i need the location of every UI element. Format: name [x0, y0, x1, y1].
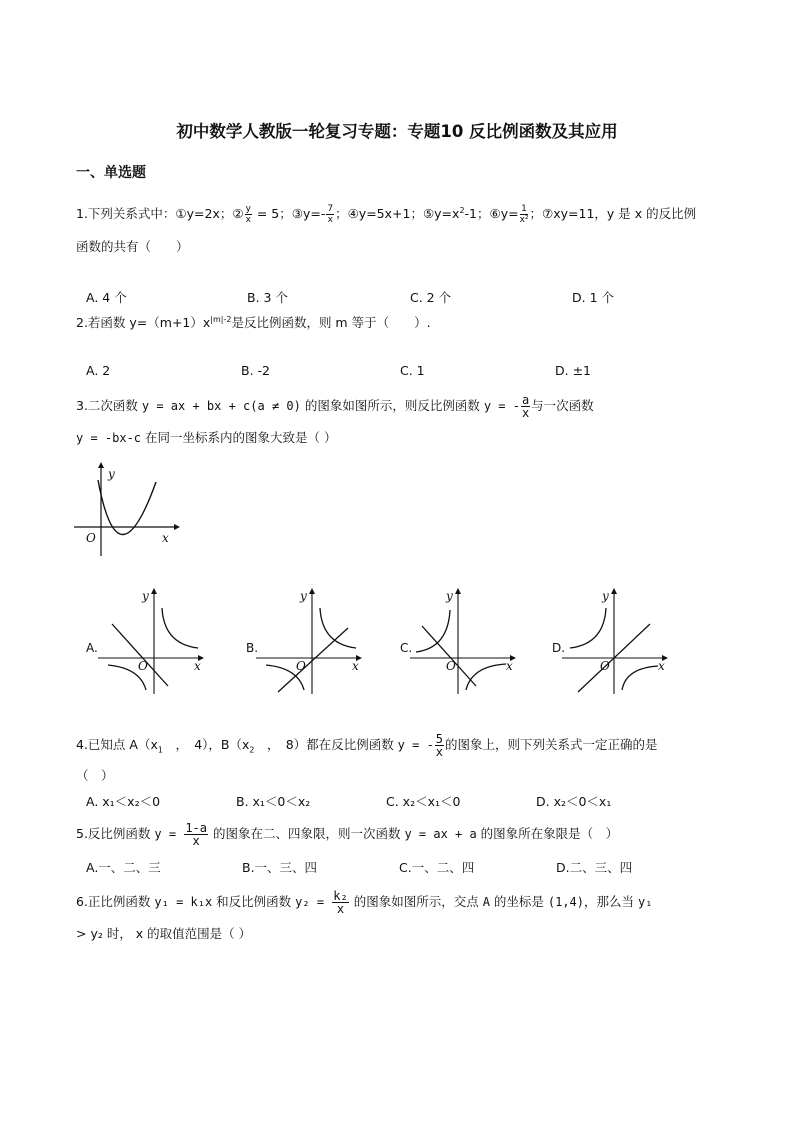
q4-option-a: A. x₁＜x₂＜0: [86, 794, 161, 809]
q4-fraction: $\frac{5}{x}$: [435, 732, 444, 759]
q1-option-d: D. 1 个: [572, 290, 614, 305]
q4-option-d: D. x₂＜0＜x₁: [536, 794, 612, 809]
option-d-graph: [562, 586, 672, 696]
origin-label: O: [86, 531, 96, 545]
q2-option-b: B. -2: [241, 363, 270, 378]
option-c-x-label: x: [506, 659, 513, 673]
parabola-figure: [70, 458, 185, 558]
option-b-y-label: y: [300, 589, 307, 603]
question-6-line-2: > y₂ 时， x 的取值范围是（ ）: [76, 926, 252, 941]
q2-option-a: A. 2: [86, 363, 111, 378]
q1-fraction-3: $\frac{1}{\text{x²}}$: [519, 204, 529, 225]
q3-option-a: A.: [86, 641, 98, 655]
option-a-origin: O: [138, 659, 148, 673]
y-axis-label: y: [108, 467, 115, 481]
q3-option-b: B.: [246, 641, 259, 655]
question-3: 3.二次函数 y = ax + bx + c(a ≠ 0) 的图象如图所示，则反比例函数 y = - $\frac{a}{x}$ 与一次函数: [76, 393, 594, 420]
q1-option-b: B. 3 个: [247, 290, 288, 305]
option-c-origin: O: [446, 659, 456, 673]
option-d-x-label: x: [658, 659, 665, 673]
q5-option-b: B.一、三、四: [242, 860, 318, 875]
question-4: 4.已知点 $A(x_1$ ， 4），$B(x_2$ ， 8）都在反比例函数 y = - $\frac{5}{x}$ 的图象上，则下列关系式一定正确的是: [76, 732, 658, 759]
option-a-x-label: x: [194, 659, 201, 673]
question-1: 1.下列关系式中：①y=2x；② $\frac{y}{x}$ = 5；③y=- $\frac{7}{x}$ ；④y=5x+1；$⑤y=x^2-1$；⑥y= $\frac{1}{\text{x²}}$ ；⑦xy=11，y 是 x 的反比例: [76, 204, 697, 225]
option-c-graph: [410, 586, 520, 696]
option-a-y-label: y: [142, 589, 149, 603]
q4-option-c: C. x₂＜x₁＜0: [386, 794, 461, 809]
q3-option-d: D.: [552, 641, 566, 655]
q5-option-c: C.一、二、四: [399, 860, 475, 875]
q5-option-a: A.一、二、三: [86, 860, 161, 875]
q1-fraction-2: $\frac{7}{x}$: [327, 204, 334, 225]
question-6: 6.正比例函数 y₁ = k₁x 和反比例函数 y₂ = $\frac{\text{k₂}}{x}$ 的图象如图所示，交点 A 的坐标是 (1,4)，那么当 y₁: [76, 889, 653, 916]
option-a-graph: [98, 586, 208, 696]
page-title: 初中数学人教版一轮复习专题：专题10 反比例函数及其应用: [176, 122, 618, 141]
x-axis-label: x: [162, 531, 169, 545]
q3-option-c: C.: [400, 641, 413, 655]
option-d-origin: O: [600, 659, 610, 673]
q1-text-1: 1.下列关系式中：①y=2x；②: [76, 206, 244, 221]
q4-option-b: B. x₁＜0＜x₂: [236, 794, 311, 809]
q1-option-a: A. 4 个: [86, 290, 127, 305]
option-b-origin: O: [296, 659, 306, 673]
question-4-line-2: （ ）: [76, 768, 114, 783]
q3-fraction: $\frac{a}{x}$: [521, 393, 530, 420]
question-3-line-2: y = -bx-c 在同一坐标系内的图象大致是（ ）: [76, 430, 337, 445]
option-b-x-label: x: [352, 659, 359, 673]
q2-option-d: D. ±1: [555, 363, 591, 378]
q5-fraction: $\frac{1-a}{x}$: [185, 821, 207, 848]
question-2: 2.若函数 $y=(m+1)x^{|m|-2}$是反比例函数，则 m 等于（ ）.: [76, 314, 431, 330]
q5-option-d: D.二、三、四: [556, 860, 633, 875]
q1-fraction-1: $\frac{y}{x}$: [245, 204, 251, 225]
option-c-y-label: y: [446, 589, 453, 603]
section-heading: 一、单选题: [76, 165, 146, 181]
q6-fraction: $\frac{\text{k₂}}{x}$: [333, 889, 348, 916]
option-b-graph: [256, 586, 366, 696]
option-d-y-label: y: [602, 589, 609, 603]
q2-option-c: C. 1: [400, 363, 425, 378]
q1-option-c: C. 2 个: [410, 290, 452, 305]
question-1-line-2: 函数的共有（ ）: [76, 239, 189, 254]
question-5: 5.反比例函数 y = $\frac{1-a}{x}$ 的图象在二、四象限，则一次函数 y = ax + a 的图象所在象限是（ ）: [76, 821, 619, 848]
